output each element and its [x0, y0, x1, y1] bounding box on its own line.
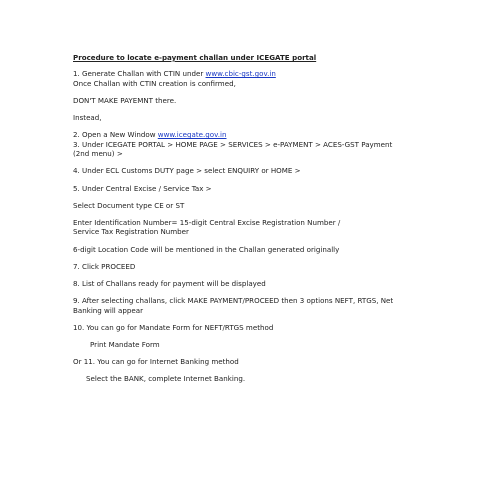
- cbic-gst-link[interactable]: www.cbic-gst.gov.in: [205, 69, 276, 79]
- identification-number: [73, 218, 413, 237]
- identification-line-2: Service Tax Registration Number: [73, 227, 189, 237]
- location-code: 6-digit Location Code will be mentioned in the Challan generated originally: [73, 244, 340, 254]
- step-10: 10. You can go for Mandate Form for NEFT/RTGS method: [73, 322, 274, 332]
- step-1-line-2: Once Challan with CTIN creation is confirmed,: [73, 78, 236, 88]
- step-2-3: [73, 130, 413, 158]
- step-5: 5. Under Central Excise / Service Tax >: [73, 183, 212, 193]
- step-3-line-1: 3. Under ICEGATE PORTAL > HOME PAGE > SERVICES > e-PAYMENT > ACES-GST Payment: [73, 139, 393, 149]
- step-1-text: 1. Generate Challan with CTIN under: [73, 69, 206, 79]
- warning-text: DON'T MAKE PAYEMNT there.: [73, 96, 177, 106]
- step-4: 4. Under ECL Customs DUTY page > select ENQUIRY or HOME >: [73, 166, 301, 176]
- step-7: 7. Click PROCEED: [73, 261, 136, 271]
- document-title: Procedure to locate e-payment challan under ICEGATE portal: [73, 53, 317, 62]
- step-2-text: 2. Open a New Window: [73, 130, 158, 140]
- step-9-line-1: 9. After selecting challans, click MAKE PAYMENT/PROCEED then 3 options NEFT, RTGS, Net: [73, 296, 394, 306]
- step-9: [73, 296, 413, 315]
- document-body: [73, 53, 413, 392]
- print-mandate-form: Print Mandate Form: [90, 340, 160, 350]
- select-bank: Select the BANK, complete Internet Banking.: [86, 374, 246, 384]
- step-1: [73, 69, 413, 88]
- icegate-link[interactable]: www.icegate.gov.in: [157, 130, 227, 140]
- identification-line-1: Enter Identification Number= 15-digit Central Excise Registration Number /: [73, 218, 341, 228]
- step-9-line-2: Banking will appear: [73, 305, 143, 315]
- step-11: Or 11. You can go for Internet Banking method: [73, 357, 239, 367]
- select-document-type: Select Document type CE or ST: [73, 200, 185, 210]
- step-3-line-2: (2nd menu) >: [73, 149, 123, 159]
- instead-text: Instead,: [73, 113, 102, 123]
- step-8: 8. List of Challans ready for payment will be displayed: [73, 279, 266, 289]
